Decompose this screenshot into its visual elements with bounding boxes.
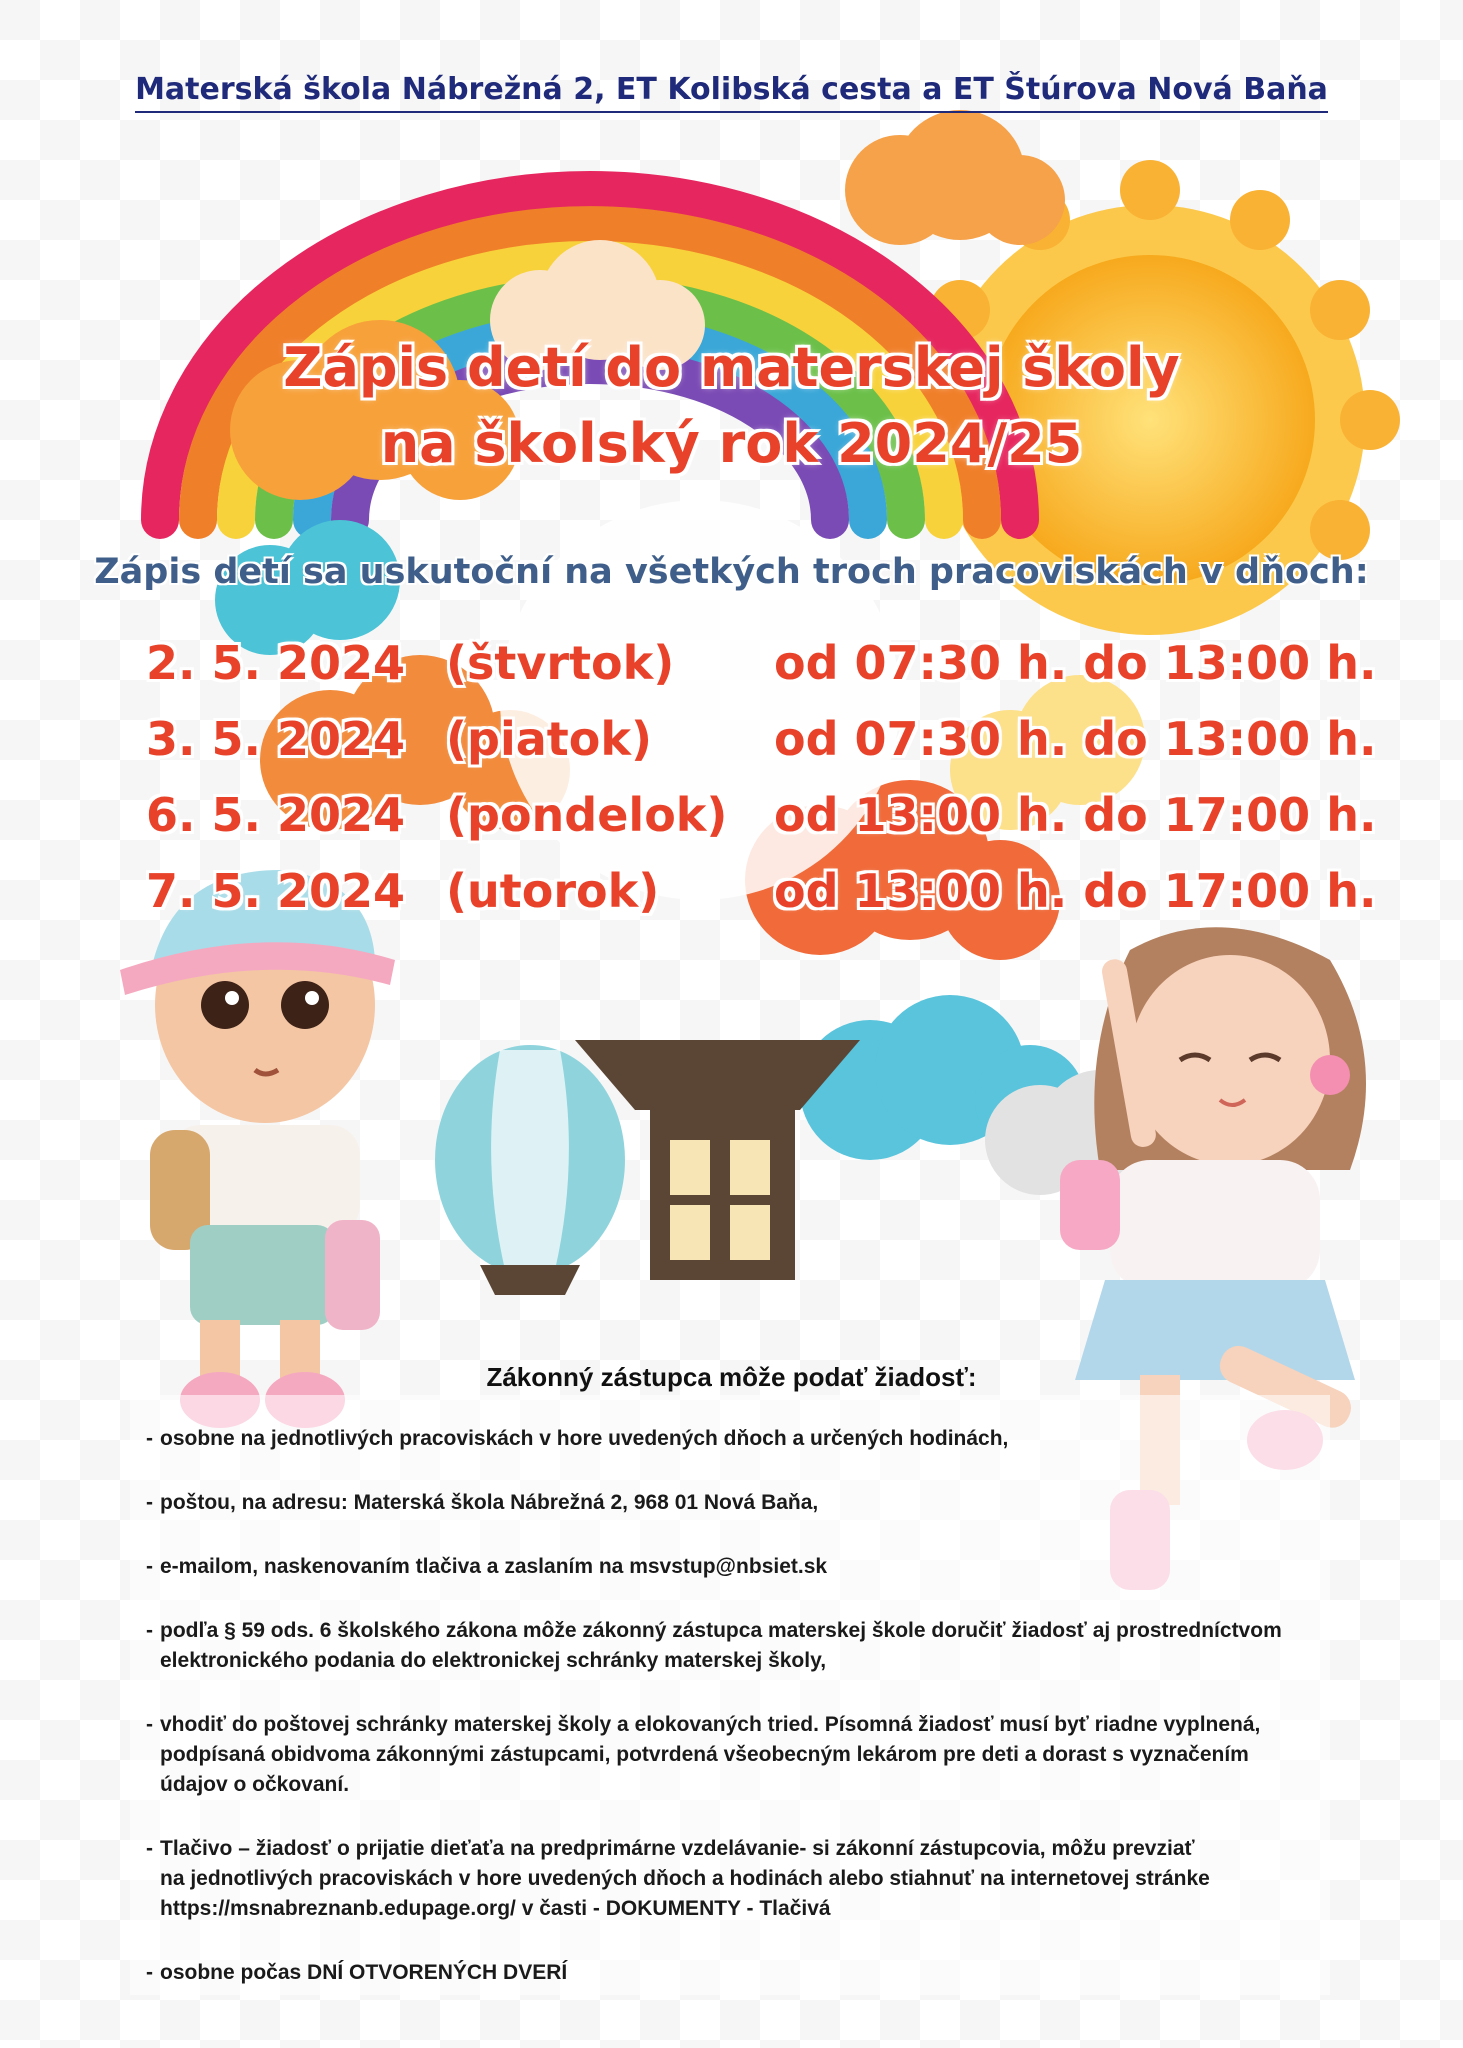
item-line: údajov o očkovaní. <box>160 1773 350 1796</box>
page-title <box>0 330 1463 482</box>
item-line: osobne na jednotlivých pracoviskách v hore uvedených dňoch a určených hodinách, <box>160 1427 1009 1450</box>
weekday: (piatok) <box>446 712 652 766</box>
item-line: podľa § 59 ods. 6 školského zákona môže zákonný zástupca materskej škole doručiť žiadosť aj prostredníctvom <box>160 1619 1282 1642</box>
list-item <box>146 1834 1386 1924</box>
bullet-dash: - <box>146 1713 153 1736</box>
date-row <box>146 864 1396 940</box>
applicant-heading: Zákonný zástupca môže podať žiadosť: <box>486 1362 977 1392</box>
item-line: Tlačivo – žiadosť o prijatie dieťaťa na predprimárne vzdelávanie- si zákonní zástupcovia, môžu prevziať <box>160 1837 1195 1860</box>
time-range: od 13:00 h. do 17:00 h. <box>774 788 1377 842</box>
weekday: (pondelok) <box>446 788 728 842</box>
date: 7. 5. 2024 <box>146 864 406 918</box>
list-item <box>146 1488 1386 1518</box>
enrollment-dates <box>146 636 1396 940</box>
time-range: od 07:30 h. do 13:00 h. <box>774 636 1377 690</box>
school-header <box>0 72 1463 107</box>
time-range: od 13:00 h. do 17:00 h. <box>774 864 1377 918</box>
weekday: (utorok) <box>446 864 660 918</box>
item-line: https://msnabreznanb.edupage.org/ v časti - DOKUMENTY - Tlačivá <box>160 1897 831 1920</box>
bullet-dash: - <box>146 1491 153 1514</box>
item-line: na jednotlivých pracoviskách v hore uvedených dňoch a hodinách alebo stiahnuť na internetovej stránke <box>160 1867 1210 1890</box>
list-item <box>146 1958 1386 1988</box>
list-item <box>146 1424 1386 1454</box>
list-item <box>146 1616 1386 1676</box>
item-line: podpísaná obidvoma zákonnými zástupcami, potvrdená všeobecným lekárom pre deti a dorast s vyznačením <box>160 1743 1249 1766</box>
title-line-2: na školský rok 2024/25 <box>380 412 1083 475</box>
title-line-1: Zápis detí do materskej školy <box>283 336 1180 399</box>
item-line: poštou, na adresu: Materská škola Nábrežná 2, 968 01 Nová Baňa, <box>160 1491 819 1514</box>
list-item <box>146 1552 1386 1582</box>
date-row <box>146 636 1396 712</box>
list-item <box>146 1710 1386 1800</box>
item-line: vhodiť do poštovej schránky materskej školy a elokovaných tried. Písomná žiadosť musí byť riadne vyplnená, <box>160 1713 1261 1736</box>
date: 3. 5. 2024 <box>146 712 406 766</box>
bullet-dash: - <box>146 1555 153 1578</box>
time-range: od 07:30 h. do 13:00 h. <box>774 712 1377 766</box>
date-row <box>146 712 1396 788</box>
date: 2. 5. 2024 <box>146 636 406 690</box>
bullet-dash: - <box>146 1837 153 1860</box>
school-name: Materská škola Nábrežná 2, ET Kolibská cesta a ET Štúrova Nová Baňa <box>135 72 1328 113</box>
date-row <box>146 788 1396 864</box>
bullet-dash: - <box>146 1619 153 1642</box>
date: 6. 5. 2024 <box>146 788 406 842</box>
item-line: elektronického podania do elektronickej schránky materskej školy, <box>160 1649 827 1672</box>
bullet-dash: - <box>146 1961 153 1984</box>
enrollment-intro: Zápis detí sa uskutoční na všetkých troch pracoviskách v dňoch: <box>94 552 1369 592</box>
weekday: (štvrtok) <box>446 636 675 690</box>
bullet-dash: - <box>146 1427 153 1450</box>
item-line: osobne počas DNÍ OTVORENÝCH DVERÍ <box>160 1961 568 1984</box>
item-line: e-mailom, naskenovaním tlačiva a zaslaním na msvstup@nbsiet.sk <box>160 1555 828 1578</box>
